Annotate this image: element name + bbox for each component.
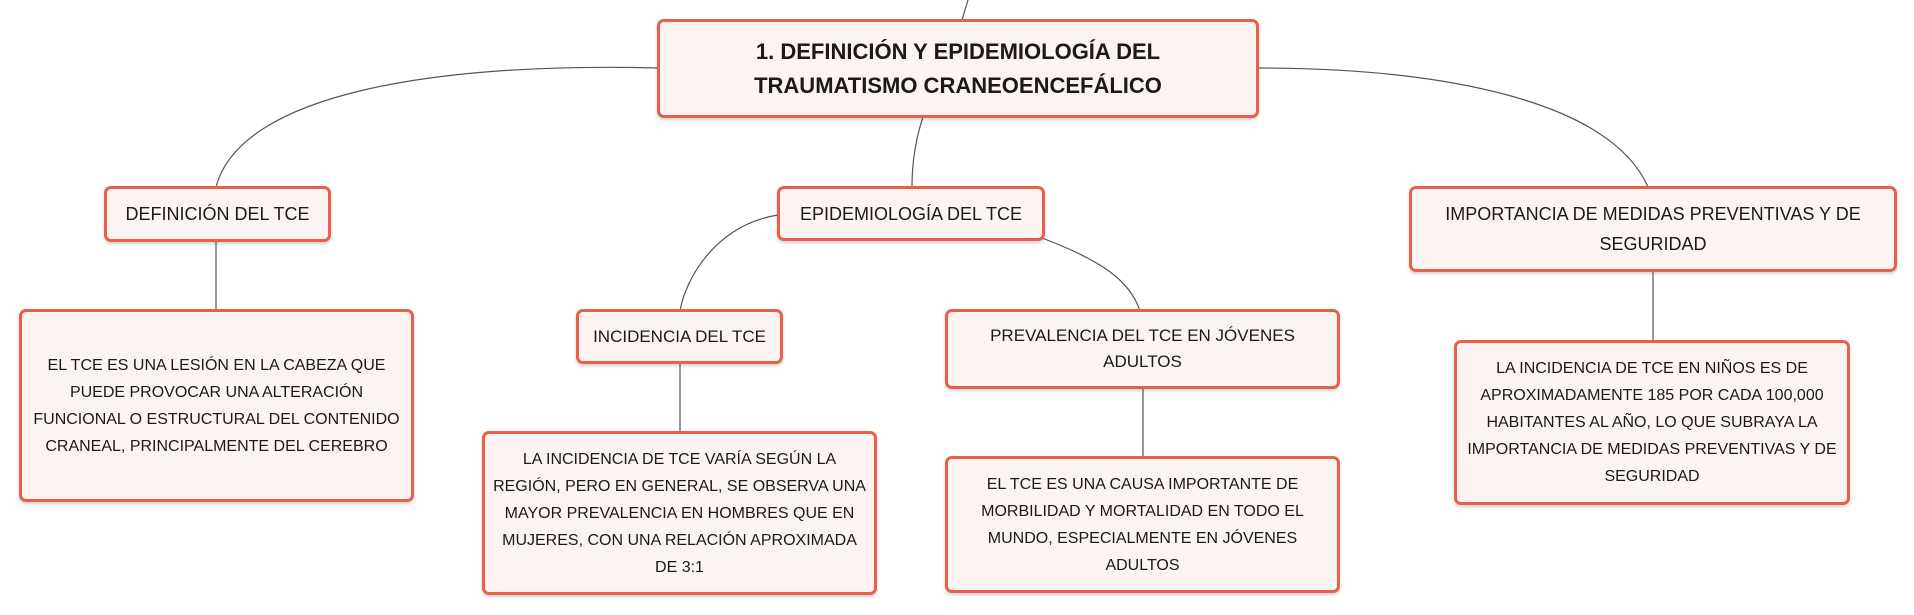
importancia-detail-node[interactable] — [1454, 340, 1850, 505]
connector-root-to-importancia — [1257, 68, 1648, 187]
topic-definicion-label: DEFINICIÓN DEL TCE — [125, 204, 310, 224]
connector-epidemiologia-to-prevalencia — [1042, 238, 1140, 311]
root-title: 1. DEFINICIÓN Y EPIDEMIOLOGÍA DEL TRAUMATISMO CRANEOENCEFÁLICO — [754, 38, 1162, 98]
topic-epidemiologia-node[interactable] — [777, 186, 1045, 241]
prevalencia-node[interactable] — [945, 309, 1340, 389]
incidencia-detail-node[interactable] — [482, 431, 877, 595]
incidencia-label: INCIDENCIA DEL TCE — [593, 326, 766, 346]
definicion-detail-text: EL TCE ES UNA LESIÓN EN LA CABEZA QUE PUEDE PROVOCAR UNA ALTERACIÓN FUNCIONAL O ESTRUCTURAL DEL CONTENIDO CRANEAL, PRINCIPALMENTE DEL CEREBRO — [33, 356, 400, 455]
prevalencia-detail-text: EL TCE ES UNA CAUSA IMPORTANTE DE MORBILIDAD Y MORTALIDAD EN TODO EL MUNDO, ESPECIALMENTE EN JÓVENES ADULTOS — [981, 475, 1304, 574]
root-node[interactable] — [657, 19, 1259, 118]
topic-definicion-node[interactable] — [104, 186, 331, 242]
prevalencia-detail-node[interactable] — [945, 456, 1340, 593]
topic-importancia-node[interactable] — [1409, 186, 1897, 272]
connector-root-to-epidemiologia — [912, 117, 923, 187]
incidencia-node[interactable] — [576, 309, 783, 364]
topic-epidemiologia-label: EPIDEMIOLOGÍA DEL TCE — [799, 203, 1023, 224]
connector-root-to-definicion — [216, 67, 659, 187]
incidencia-detail-text: LA INCIDENCIA DE TCE VARÍA SEGÚN LA REGIÓN, PERO EN GENERAL, SE OBSERVA UNA MAYOR PREVALENCIA EN HOMBRES QUE EN MUJERES, CON UNA RELACIÓN APROXIMADA DE 3:1 — [493, 450, 866, 576]
connector-parent-to-root — [962, 0, 968, 20]
connector-epidemiologia-to-incidencia — [680, 215, 778, 311]
importancia-detail-text: LA INCIDENCIA DE TCE EN NIÑOS ES DE APROXIMADAMENTE 185 POR CADA 100,000 HABITANTES AL AÑO, LO QUE SUBRAYA LA IMPORTANCIA DE MEDIDAS PREVENTIVAS Y DE SEGURIDAD — [1467, 360, 1837, 485]
prevalencia-label: PREVALENCIA DEL TCE EN JÓVENES ADULTOS — [990, 326, 1295, 371]
topic-importancia-label: IMPORTANCIA DE MEDIDAS PREVENTIVAS Y DE SEGURIDAD — [1445, 204, 1861, 254]
definicion-detail-node[interactable] — [19, 309, 414, 502]
